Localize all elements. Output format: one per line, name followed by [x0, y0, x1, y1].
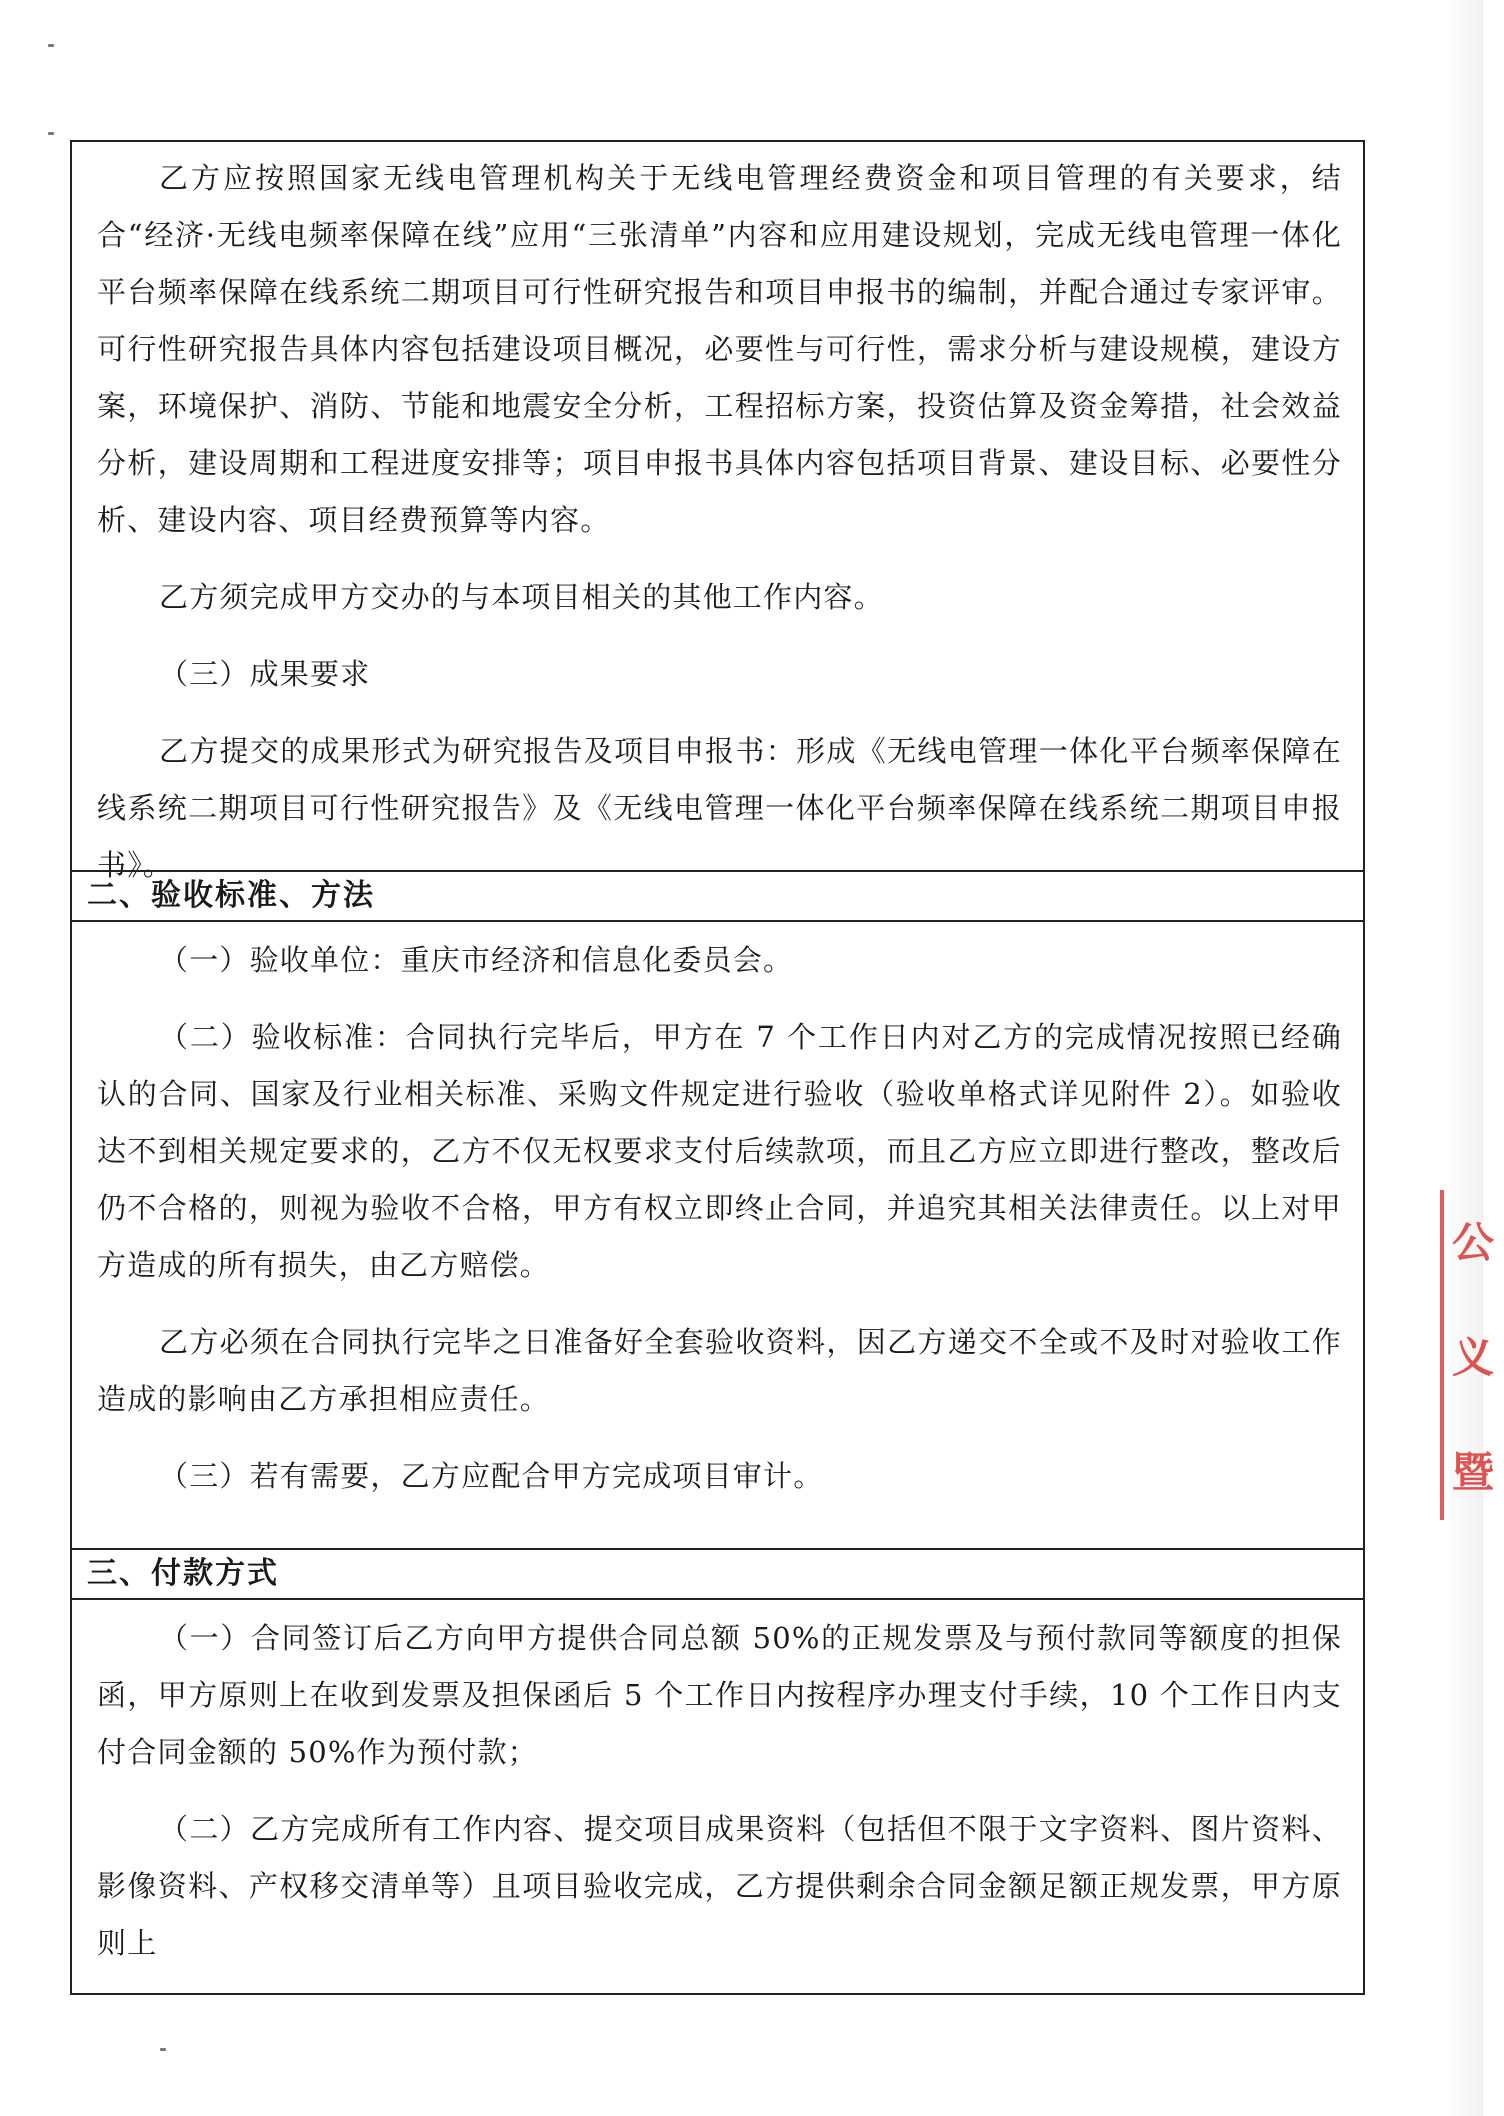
- scan-mark: [48, 132, 54, 135]
- scan-mark: [160, 2048, 166, 2051]
- row-divider: [72, 1598, 1363, 1600]
- row-divider: [72, 870, 1363, 872]
- paragraph: （二）验收标准：合同执行完毕后，甲方在 7 个工作日内对乙方的完成情况按照已经确认的合同、国家及行业相关标准、采购文件规定进行验收（验收单格式详见附件 2）。如验收达不到相关规定要求的，乙方不仅无权要求支付后续款项，而且乙方应立即进行整改，整改后仍不合格的，则视为验收不合格，甲方有权立即终止合同，并追究其相关法律责任。以上对甲方造成的所有损失，由乙方赔偿。: [97, 1020, 1342, 1282]
- section-1-content: [97, 150, 1342, 894]
- scan-mark: [48, 44, 54, 47]
- paragraph: 乙方须完成甲方交办的与本项目相关的其他工作内容。: [159, 580, 884, 614]
- stamp-char: 义: [1452, 1333, 1495, 1382]
- paragraph: 乙方必须在合同执行完毕之日准备好全套验收资料，因乙方递交不全或不及时对验收工作造成的影响由乙方承担相应责任。: [97, 1325, 1342, 1416]
- stamp-char: 暨: [1452, 1448, 1495, 1497]
- subheading: （三）成果要求: [159, 657, 371, 691]
- paragraph: （二）乙方完成所有工作内容、提交项目成果资料（包括但不限于文字资料、图片资料、影像资料、产权移交清单等）且项目验收完成，乙方提供剩余合同金额足额正规发票，甲方原则上: [97, 1812, 1342, 1960]
- paragraph: （一）合同签订后乙方向甲方提供合同总额 50%的正规发票及与预付款同等额度的担保函，甲方原则上在收到发票及担保函后 5 个工作日内按程序办理支付手续，10 个工作日内支付合同金额的 50%作为预付款；: [97, 1621, 1342, 1769]
- row-divider: [72, 1548, 1363, 1550]
- row-divider: [72, 920, 1363, 922]
- paragraph: （一）验收单位：重庆市经济和信息化委员会。: [159, 943, 794, 977]
- section-3-content: [97, 1610, 1342, 1972]
- section-2-content: [97, 932, 1342, 1505]
- contract-table: [70, 140, 1365, 1995]
- stamp-char: 公: [1452, 1218, 1495, 1267]
- paragraph: （三）若有需要，乙方应配合甲方完成项目审计。: [159, 1459, 824, 1493]
- section-heading: 三、付款方式: [87, 1556, 279, 1591]
- paragraph: 乙方应按照国家无线电管理机构关于无线电管理经费资金和项目管理的有关要求，结合“经济·无线电频率保障在线”应用“三张清单”内容和应用建设规划，完成无线电管理一体化平台频率保障在线系统二期项目可行性研究报告和项目申报书的编制，并配合通过专家评审。可行性研究报告具体内容包括建设项目概况，必要性与可行性，需求分析与建设规模，建设方案，环境保护、消防、节能和地震安全分析，工程招标方案，投资估算及资金筹措，社会效益分析，建设周期和工程进度安排等；项目申报书具体内容包括项目背景、建设目标、必要性分析、建设内容、项目经费预算等内容。: [97, 161, 1342, 537]
- section-heading: 二、验收标准、方法: [87, 878, 375, 913]
- page-edge: [1445, 0, 1483, 2116]
- red-seal-stamp: [1440, 1190, 1504, 1520]
- paragraph: 乙方提交的成果形式为研究报告及项目申报书：形成《无线电管理一体化平台频率保障在线系统二期项目可行性研究报告》及《无线电管理一体化平台频率保障在线系统二期项目申报书》。: [97, 734, 1342, 882]
